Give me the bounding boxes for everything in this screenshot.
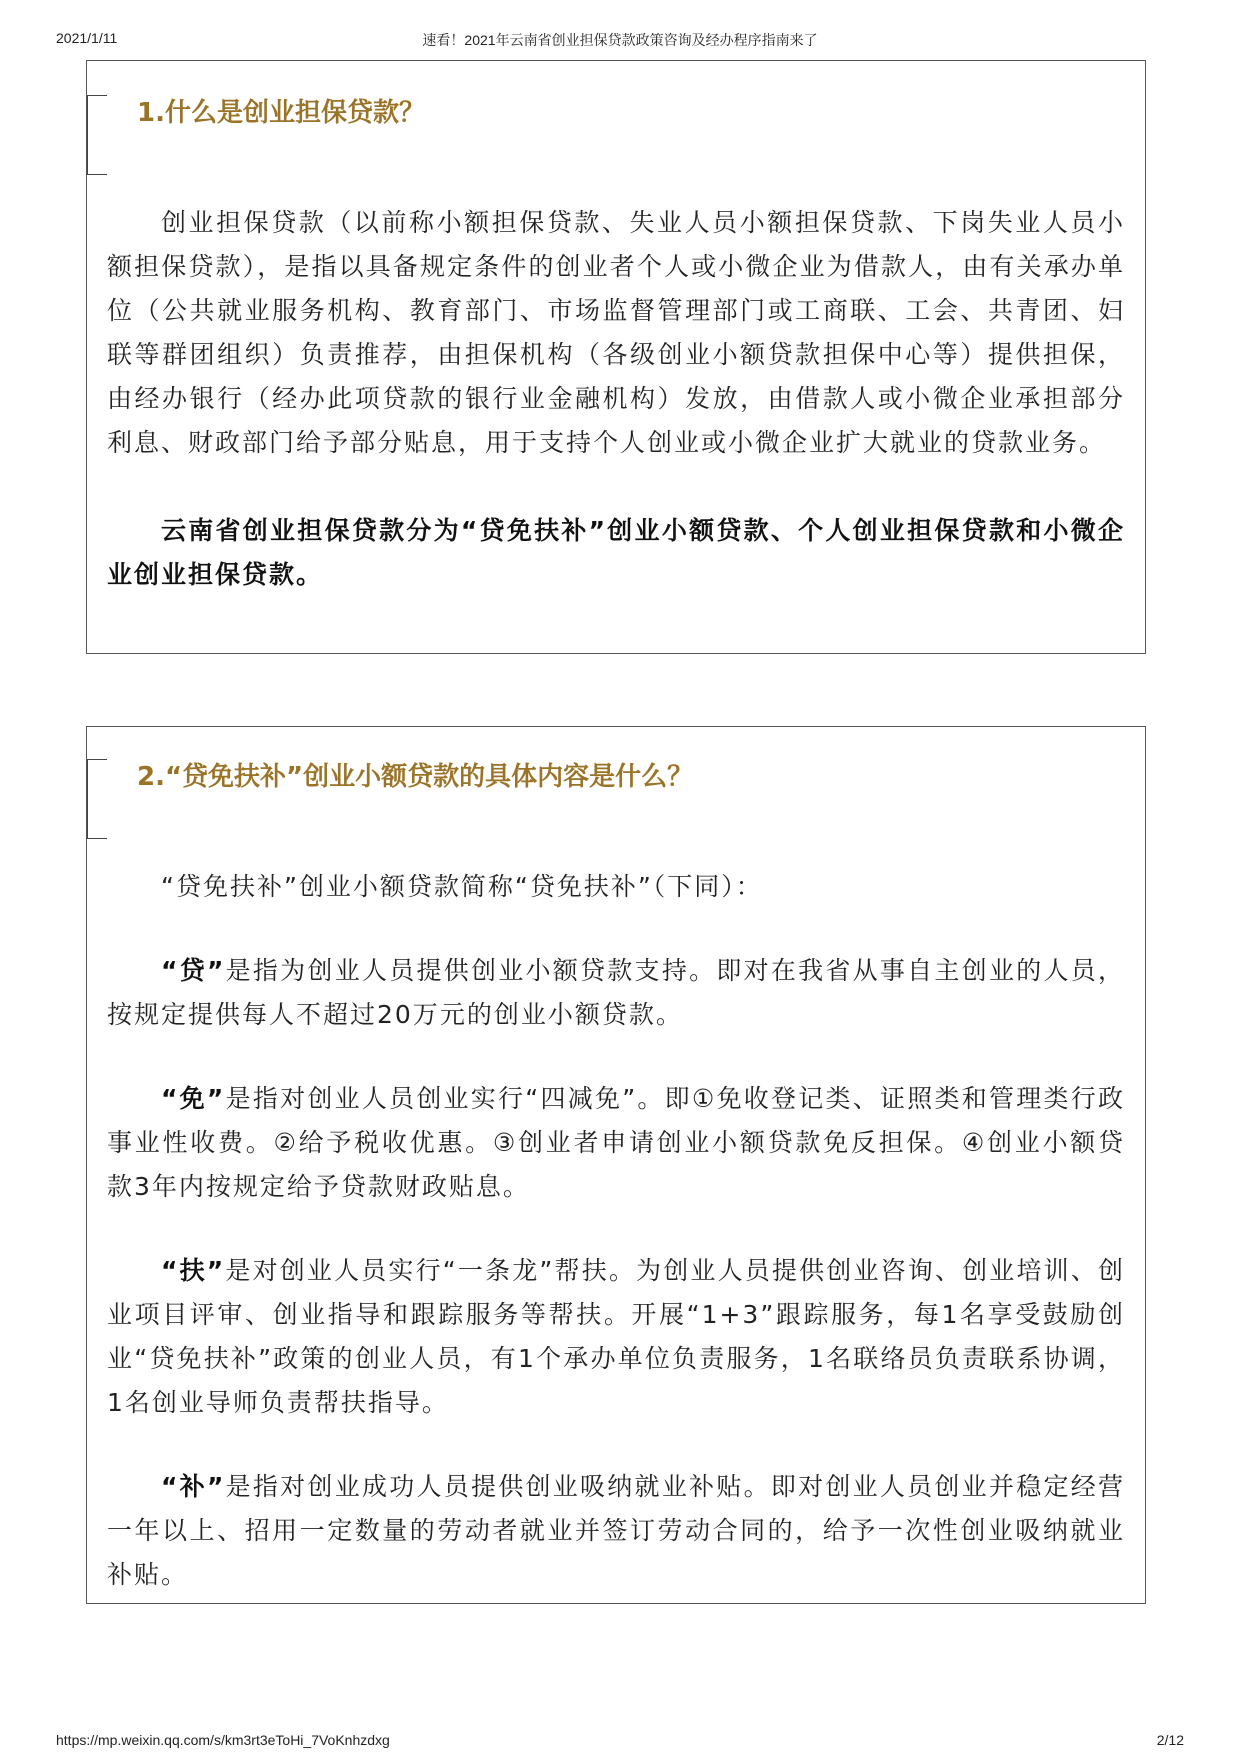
section-heading-text: 1.什么是创业担保贷款？	[137, 98, 425, 128]
source-url: https://mp.weixin.qq.com/s/km3rt3eToHi_7VoKnhzdxg	[56, 1732, 390, 1748]
policy-text: 是指对创业人员创业实行“四减免”。即①免收登记类、证照类和管理类行政事业性收费。②给予税收优惠。③创业者申请创业小额贷款免反担保。④创业小额贷款3年内按规定给予贷款财政贴息。	[107, 1084, 1125, 1201]
policy-text: 是对创业人员实行“一条龙”帮扶。为创业人员提供创业咨询、创业培训、创业项目评审、创业指导和跟踪服务等帮扶。开展“1+3”跟踪服务，每1名享受鼓励创业“贷免扶补”政策的创业人员，有1个承办单位负责服务，1名联络员负责联系协调，1名创业导师负责帮扶指导。	[107, 1256, 1125, 1417]
policy-item-fu	[107, 1249, 1125, 1425]
policy-item-mian	[107, 1077, 1125, 1209]
section-heading-2	[107, 759, 1125, 795]
page-number: 2/12	[1156, 1732, 1184, 1748]
policy-keyword: “扶”	[161, 1256, 226, 1285]
policy-item-dai	[107, 949, 1125, 1037]
policy-text: 是指对创业成功人员提供创业吸纳就业补贴。即对创业人员创业并稳定经营一年以上、招用一定数量的劳动者就业并签订劳动合同的，给予一次性创业吸纳就业补贴。	[107, 1472, 1125, 1589]
policy-keyword: “免”	[161, 1084, 226, 1113]
section-heading-text: 2.“贷免扶补”创业小额贷款的具体内容是什么？	[137, 762, 694, 792]
policy-text: 是指为创业人员提供创业小额贷款支持。即对在我省从事自主创业的人员，按规定提供每人不超过20万元的创业小额贷款。	[107, 956, 1125, 1029]
definition-paragraph: 创业担保贷款（以前称小额担保贷款、失业人员小额担保贷款、下岗失业人员小额担保贷款），是指以具备规定条件的创业者个人或小微企业为借款人，由有关承办单位（公共就业服务机构、教育部门、市场监督管理部门或工商联、工会、共青团、妇联等群团组织）负责推荐，由担保机构（各级创业小额贷款担保中心等）提供担保，由经办银行（经办此项贷款的银行业金融机构）发放，由借款人或小微企业承担部分利息、财政部门给予部分贴息，用于支持个人创业或小微企业扩大就业的贷款业务。	[107, 208, 1125, 457]
policy-keyword: “补”	[161, 1472, 226, 1501]
intro-paragraph: “贷免扶补”创业小额贷款简称“贷免扶补”（下同）：	[161, 872, 763, 901]
print-title: 速看！2021年云南省创业担保贷款政策咨询及经办程序指南来了	[422, 32, 818, 48]
section-card-1	[86, 60, 1146, 654]
section-card-2	[86, 726, 1146, 1604]
heading-bracket-decoration	[87, 759, 107, 839]
section-heading-1	[107, 95, 1125, 131]
policy-keyword: “贷”	[161, 956, 226, 985]
print-date: 2021/1/11	[56, 30, 118, 46]
heading-bracket-decoration	[87, 95, 107, 175]
print-footer	[56, 1732, 1184, 1752]
loan-types-paragraph: 云南省创业担保贷款分为“贷免扶补”创业小额贷款、个人创业担保贷款和小微企业创业担保贷款。	[107, 516, 1125, 589]
print-header	[56, 30, 1184, 50]
policy-item-bu	[107, 1465, 1125, 1597]
